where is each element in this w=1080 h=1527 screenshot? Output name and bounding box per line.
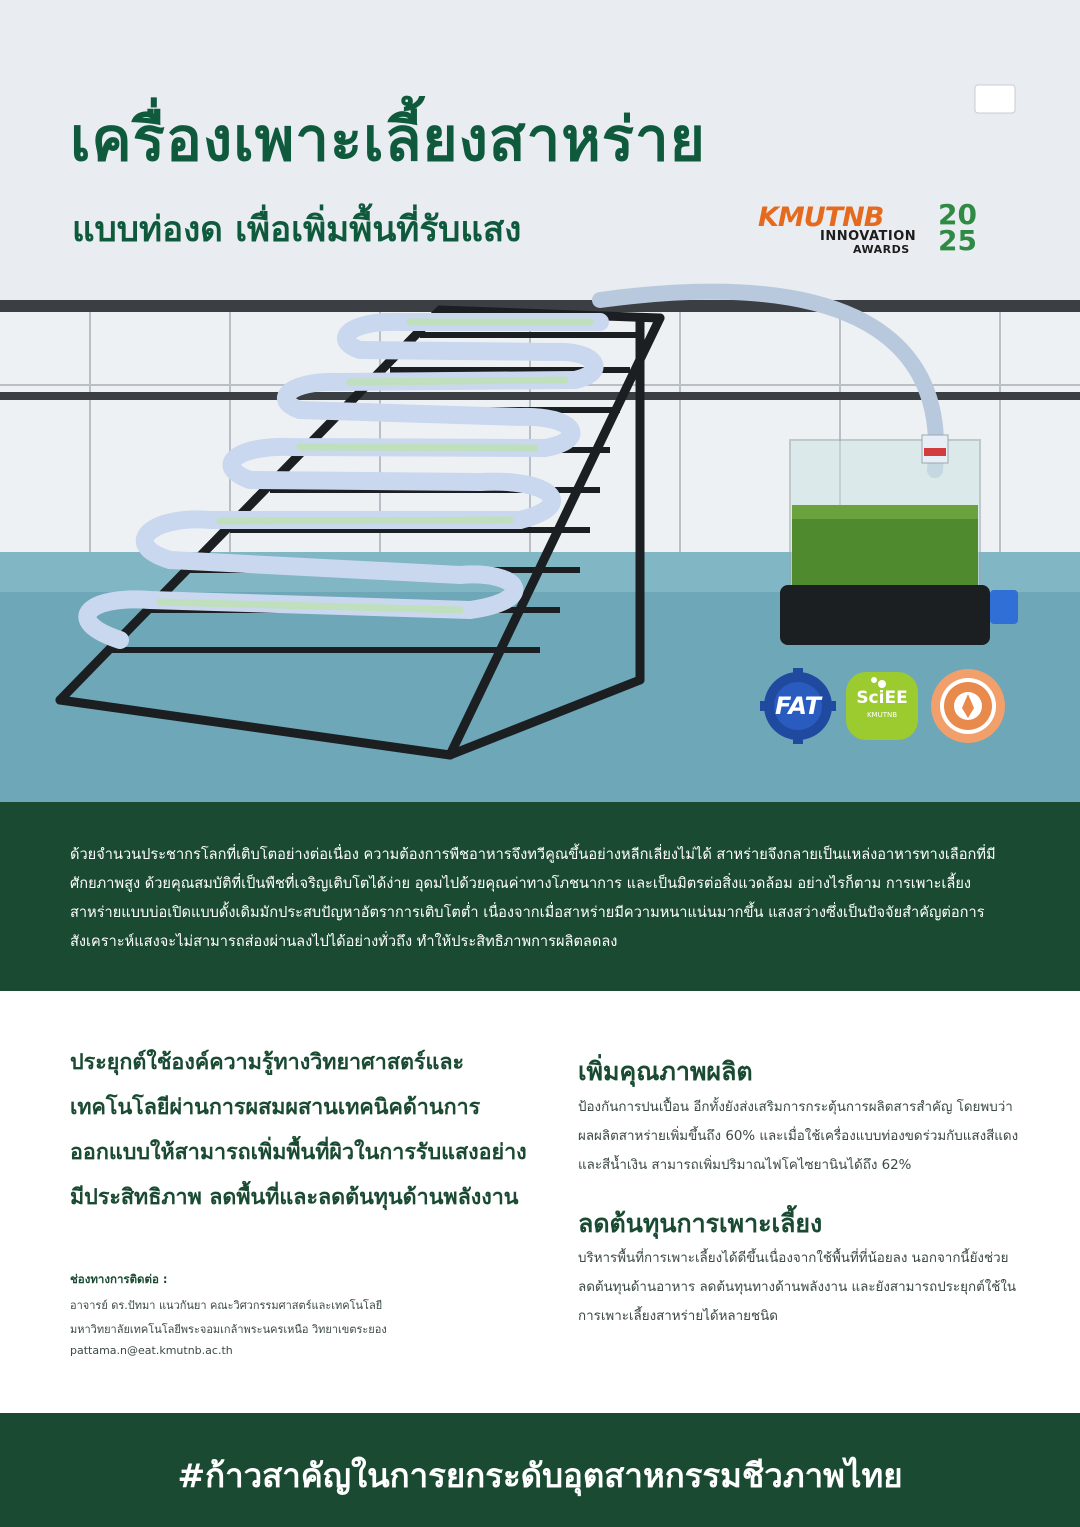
section-heading-quality: เพิ่มคุณภาพผลิต bbox=[578, 1057, 753, 1086]
section-heading-cost: ลดต้นทุนการเพาะเลี้ยง bbox=[578, 1209, 823, 1238]
contact-name: อาจารย์ ดร.ปัทมา แนวกันยา คณะวิศวกรรมศาสตร์และเทคโนโลยี bbox=[70, 1299, 383, 1312]
contact-email[interactable]: pattama.n@eat.kmutnb.ac.th bbox=[70, 1344, 233, 1357]
fat-logo-text: FAT bbox=[775, 692, 821, 720]
intro-band bbox=[0, 802, 1080, 991]
page-subtitle: แบบท่องด เพื่อเพิ่มพื้นที่รับแสง bbox=[72, 210, 522, 250]
lead-statement: ประยุกต์ใช้องค์ความรู้ทางวิทยาศาสตร์และเทคโนโลยีผ่านการผสมผสานเทคนิคด้านการออกแบบให้สามารถเพิ่มพื้นที่ผิวในการรับแสงอย่างมีประสิทธิภาพ ลดพื้นที่และลดต้นทุนด้านพลังงาน bbox=[70, 1050, 527, 1210]
footer-band bbox=[0, 1413, 1080, 1527]
section-body-quality: ป้องกันการปนเปื้อน อีกทั้งยังส่งเสริมการกระตุ้นการผลิตสารสำคัญ โดยพบว่าผลผลิตสาหร่ายเพิ่มขึ้นถึง 60% และเมื่อใช้เครื่องแบบท่องขดร่วมกับแสงสีแดงและสีน้ำเงิน สามารถเพิ่มปริมาณไฟโคไซยานินได้ถึง 62% bbox=[578, 1100, 1019, 1173]
section-body-cost: บริหารพื้นที่การเพาะเลี้ยงได้ดีขึ้นเนื่องจากใช้พื้นที่ที่น้อยลง นอกจากนี้ยังช่วยลดต้นทุนด้านอาหาร ลดต้นทุนทางด้านพลังงาน และยังสามารถประยุกต์ใช้ในการเพาะเลี้ยงสาหร่ายได้หลายชนิด bbox=[578, 1251, 1017, 1324]
page-title: เครื่องเพาะเลี้ยงสาหร่าย bbox=[70, 105, 706, 175]
contact-institution: มหาวิทยาลัยเทคโนโลยีพระจอมเกล้าพระนครเหนือ วิทยาเขตระยอง bbox=[70, 1323, 387, 1336]
contact-label: ช่องทางการติดต่อ : bbox=[70, 1272, 168, 1286]
intro-paragraph: ด้วยจำนวนประชากรโลกที่เติบโตอย่างต่อเนื่อง ความต้องการพืชอาหารจึงทวีคูณขึ้นอย่างหลีกเลี่ยงไม่ได้ สาหร่ายจึงกลายเป็นแหล่งอาหารทางเลือกที่มีศักยภาพสูง ด้วยคุณสมบัติที่เป็นพืชที่เจริญเติบโตได้ง่าย อุดมไปด้วยคุณค่าทางโภชนาการ และเป็นมิตรต่อสิ่งแวดล้อม อย่างไรก็ตาม การเพาะเลี้ยงสาหร่ายแบบบ่อเปิดแบบดั้งเดิมมักประสบปัญหาอัตราการเติบโตต่ำ เนื่องจากเมื่อสาหร่ายมีความหนาแน่นมากขึ้น แสงสว่างซึ่งเป็นปัจจัยสำคัญต่อการสังเคราะห์แสงจะไม่สามารถส่องผ่านลงไปได้อย่างทั่วถึง ทำให้ประสิทธิภาพการผลิตลดลง bbox=[70, 846, 996, 950]
kmutnb-innovation-awards-logo bbox=[758, 200, 998, 260]
award-line-awards: AWARDS bbox=[853, 243, 910, 256]
footer-hashtag: #ก้าวสาคัญในการยกระดับอุตสาหกรรมชีวภาพไทย bbox=[177, 1456, 903, 1495]
award-year-bottom: 25 bbox=[938, 224, 977, 257]
award-line-innovation: INNOVATION bbox=[820, 229, 917, 244]
sciee-logo-text: SciEE bbox=[856, 688, 908, 708]
award-year-top: 20 bbox=[938, 198, 977, 231]
kmutnb-seal-logo-icon bbox=[930, 668, 1006, 744]
sciee-logo-subtext: KMUTNB bbox=[866, 711, 898, 719]
award-brand: KMUTNB bbox=[758, 202, 884, 233]
partner-logos bbox=[760, 668, 1010, 748]
